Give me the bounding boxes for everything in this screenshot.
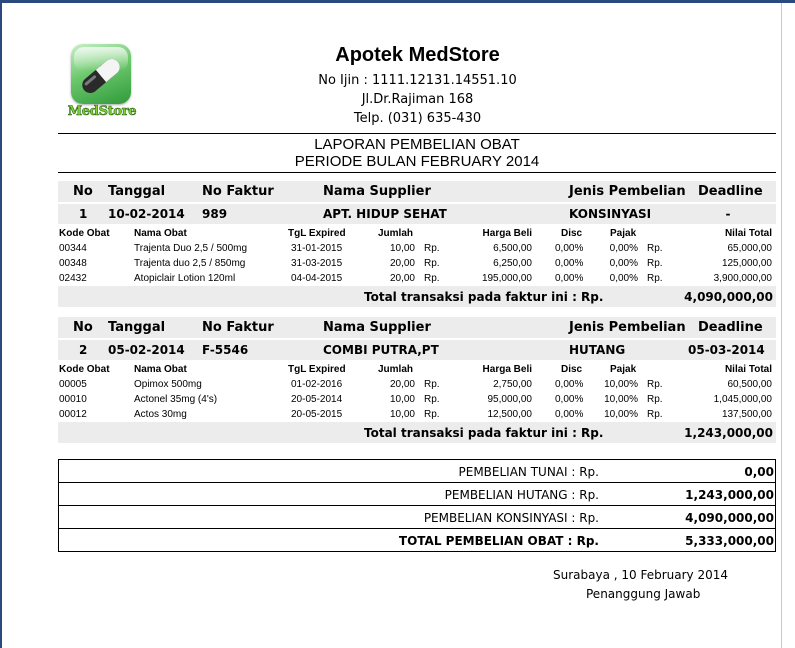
window-frame-left bbox=[0, 0, 2, 648]
summary-row-total bbox=[59, 528, 775, 551]
item-disc: 0,00% bbox=[555, 258, 584, 269]
col-no: No bbox=[73, 320, 93, 335]
item-nilai: 3,900,000,00 bbox=[713, 273, 772, 284]
title-divider bbox=[58, 172, 776, 173]
item-nama: Trajenta Duo 2,5 / 500mg bbox=[134, 243, 248, 254]
item-nama: Actonel 35mg (4's) bbox=[134, 394, 218, 405]
col-jenis-pembelian: Jenis Pembelian bbox=[569, 320, 686, 335]
items-col-nilai: Nilai Total bbox=[724, 364, 772, 375]
items-col-kode: Kode Obat bbox=[59, 228, 110, 239]
item-pajak: 0,00% bbox=[609, 258, 638, 269]
invoice-number: F-5546 bbox=[202, 343, 249, 357]
item-currency: Rp. bbox=[647, 394, 663, 405]
invoice-deadline: 05-03-2014 bbox=[688, 343, 765, 357]
item-currency: Rp. bbox=[647, 273, 663, 284]
store-license: No Ijin : 1111.12131.14551.10 bbox=[318, 73, 517, 88]
summary-label: PEMBELIAN KONSINYASI : Rp. bbox=[423, 511, 599, 525]
item-disc: 0,00% bbox=[555, 409, 584, 420]
summary-value: 5,333,000,00 bbox=[685, 534, 774, 548]
item-currency: Rp. bbox=[647, 379, 663, 390]
store-phone: Telp. (031) 635-430 bbox=[353, 111, 482, 126]
summary-row-konsinyasi bbox=[59, 505, 775, 528]
report-period: PERIODE BULAN FEBRUARY 2014 bbox=[294, 153, 540, 170]
item-expired: 31-03-2015 bbox=[291, 258, 343, 269]
items-col-disc: Disc bbox=[561, 228, 583, 239]
item-jumlah: 10,00 bbox=[389, 243, 415, 254]
window-frame-top bbox=[0, 0, 795, 3]
items-col-pajak: Pajak bbox=[610, 364, 637, 375]
item-kode: 02432 bbox=[59, 273, 87, 284]
item-pajak: 0,00% bbox=[609, 273, 638, 284]
items-col-kode: Kode Obat bbox=[59, 364, 110, 375]
item-currency: Rp. bbox=[424, 258, 440, 269]
summary-row-hutang bbox=[59, 482, 775, 505]
item-jumlah: 10,00 bbox=[389, 409, 415, 420]
invoice-date: 10-02-2014 bbox=[108, 207, 185, 221]
item-expired: 04-04-2015 bbox=[291, 273, 343, 284]
item-disc: 0,00% bbox=[555, 394, 584, 405]
item-pajak: 10,00% bbox=[604, 409, 638, 420]
invoice-1-total-label: Total transaksi pada faktur ini : Rp. bbox=[364, 290, 604, 304]
item-currency: Rp. bbox=[424, 394, 440, 405]
item-currency: Rp. bbox=[424, 379, 440, 390]
item-nama: Trajenta duo 2,5 / 850mg bbox=[134, 258, 246, 269]
item-nilai: 125,000,00 bbox=[721, 258, 772, 269]
item-nilai: 65,000,00 bbox=[727, 243, 772, 254]
medstore-logo bbox=[62, 42, 142, 124]
item-disc: 0,00% bbox=[555, 243, 584, 254]
col-deadline: Deadline bbox=[698, 320, 763, 335]
col-tanggal: Tanggal bbox=[108, 184, 166, 199]
item-currency: Rp. bbox=[424, 243, 440, 254]
items-col-jumlah: Jumlah bbox=[378, 364, 414, 375]
item-kode: 00348 bbox=[59, 258, 87, 269]
col-no-faktur: No Faktur bbox=[202, 184, 274, 199]
page-edge bbox=[781, 3, 782, 648]
items-col-nama: Nama Obat bbox=[134, 228, 187, 239]
report-title: LAPORAN PEMBELIAN OBAT bbox=[314, 136, 520, 153]
header-divider bbox=[58, 133, 776, 134]
summary-value: 0,00 bbox=[744, 465, 774, 479]
invoice-2-total-value: 1,243,000,00 bbox=[684, 426, 773, 440]
items-col-jumlah: Jumlah bbox=[378, 228, 414, 239]
store-name: Apotek MedStore bbox=[335, 44, 500, 66]
col-jenis-pembelian: Jenis Pembelian bbox=[569, 184, 686, 199]
col-tanggal: Tanggal bbox=[108, 320, 166, 335]
item-pajak: 10,00% bbox=[604, 379, 638, 390]
invoice-date: 05-02-2014 bbox=[108, 343, 185, 357]
item-currency: Rp. bbox=[424, 409, 440, 420]
items-col-harga: Harga Beli bbox=[482, 364, 532, 375]
item-nama: Atopiclair Lotion 120ml bbox=[134, 273, 236, 284]
items-col-harga: Harga Beli bbox=[482, 228, 532, 239]
invoice-purchase-type: KONSINYASI bbox=[569, 207, 652, 221]
item-expired: 31-01-2015 bbox=[291, 243, 343, 254]
summary-label: PEMBELIAN TUNAI : Rp. bbox=[458, 465, 599, 479]
col-nama-supplier: Nama Supplier bbox=[323, 184, 431, 199]
col-no: No bbox=[73, 184, 93, 199]
summary-value: 4,090,000,00 bbox=[685, 511, 774, 525]
item-harga: 6,250,00 bbox=[493, 258, 532, 269]
items-col-expired: TgL Expired bbox=[288, 228, 346, 239]
invoice-no: 2 bbox=[79, 343, 88, 357]
items-col-disc: Disc bbox=[561, 364, 583, 375]
summary-row-tunai bbox=[59, 460, 775, 482]
store-address: Jl.Dr.Rajiman 168 bbox=[361, 92, 474, 107]
logo-wordmark: MedStore bbox=[67, 104, 137, 119]
item-pajak: 0,00% bbox=[609, 243, 638, 254]
logo-badge bbox=[71, 44, 131, 104]
item-harga: 12,500,00 bbox=[487, 409, 532, 420]
item-currency: Rp. bbox=[647, 243, 663, 254]
invoice-supplier: APT. HIDUP SEHAT bbox=[323, 207, 447, 221]
invoice-number: 989 bbox=[202, 207, 228, 221]
invoice-no: 1 bbox=[79, 207, 88, 221]
item-harga: 6,500,00 bbox=[493, 243, 532, 254]
item-currency: Rp. bbox=[647, 258, 663, 269]
item-nama: Opimox 500mg bbox=[134, 379, 202, 390]
item-expired: 20-05-2014 bbox=[291, 394, 343, 405]
purchase-summary-table bbox=[58, 459, 776, 552]
item-nilai: 1,045,000,00 bbox=[713, 394, 772, 405]
item-currency: Rp. bbox=[424, 273, 440, 284]
item-pajak: 10,00% bbox=[604, 394, 638, 405]
item-expired: 01-02-2016 bbox=[291, 379, 343, 390]
report-place-date: Surabaya , 10 February 2014 bbox=[553, 568, 728, 582]
signature-title: Penanggung Jawab bbox=[586, 587, 701, 601]
item-nilai: 137,500,00 bbox=[721, 409, 772, 420]
invoice-purchase-type: HUTANG bbox=[569, 343, 626, 357]
col-nama-supplier: Nama Supplier bbox=[323, 320, 431, 335]
summary-value: 1,243,000,00 bbox=[685, 488, 774, 502]
item-disc: 0,00% bbox=[555, 273, 584, 284]
item-kode: 00010 bbox=[59, 394, 87, 405]
items-col-expired: TgL Expired bbox=[288, 364, 346, 375]
items-col-nilai: Nilai Total bbox=[724, 228, 772, 239]
items-col-pajak: Pajak bbox=[610, 228, 637, 239]
invoice-2-total-label: Total transaksi pada faktur ini : Rp. bbox=[364, 426, 604, 440]
item-expired: 20-05-2015 bbox=[291, 409, 343, 420]
item-nama: Actos 30mg bbox=[134, 409, 187, 420]
item-currency: Rp. bbox=[647, 409, 663, 420]
invoice-supplier: COMBI PUTRA,PT bbox=[323, 343, 439, 357]
item-jumlah: 20,00 bbox=[389, 258, 415, 269]
summary-label: TOTAL PEMBELIAN OBAT : Rp. bbox=[398, 534, 599, 548]
item-kode: 00005 bbox=[59, 379, 87, 390]
item-harga: 95,000,00 bbox=[487, 394, 532, 405]
capsule-icon bbox=[71, 44, 131, 104]
summary-label: PEMBELIAN HUTANG : Rp. bbox=[444, 488, 599, 502]
item-jumlah: 20,00 bbox=[389, 379, 415, 390]
item-harga: 195,000,00 bbox=[481, 273, 532, 284]
items-col-nama: Nama Obat bbox=[134, 364, 187, 375]
invoice-1-total-value: 4,090,000,00 bbox=[684, 290, 773, 304]
col-no-faktur: No Faktur bbox=[202, 320, 274, 335]
item-kode: 00344 bbox=[59, 243, 87, 254]
item-harga: 2,750,00 bbox=[493, 379, 532, 390]
invoice-deadline: - bbox=[725, 207, 731, 221]
item-jumlah: 20,00 bbox=[389, 273, 415, 284]
col-deadline: Deadline bbox=[698, 184, 763, 199]
item-nilai: 60,500,00 bbox=[727, 379, 772, 390]
item-kode: 00012 bbox=[59, 409, 87, 420]
item-disc: 0,00% bbox=[555, 379, 584, 390]
item-jumlah: 10,00 bbox=[389, 394, 415, 405]
